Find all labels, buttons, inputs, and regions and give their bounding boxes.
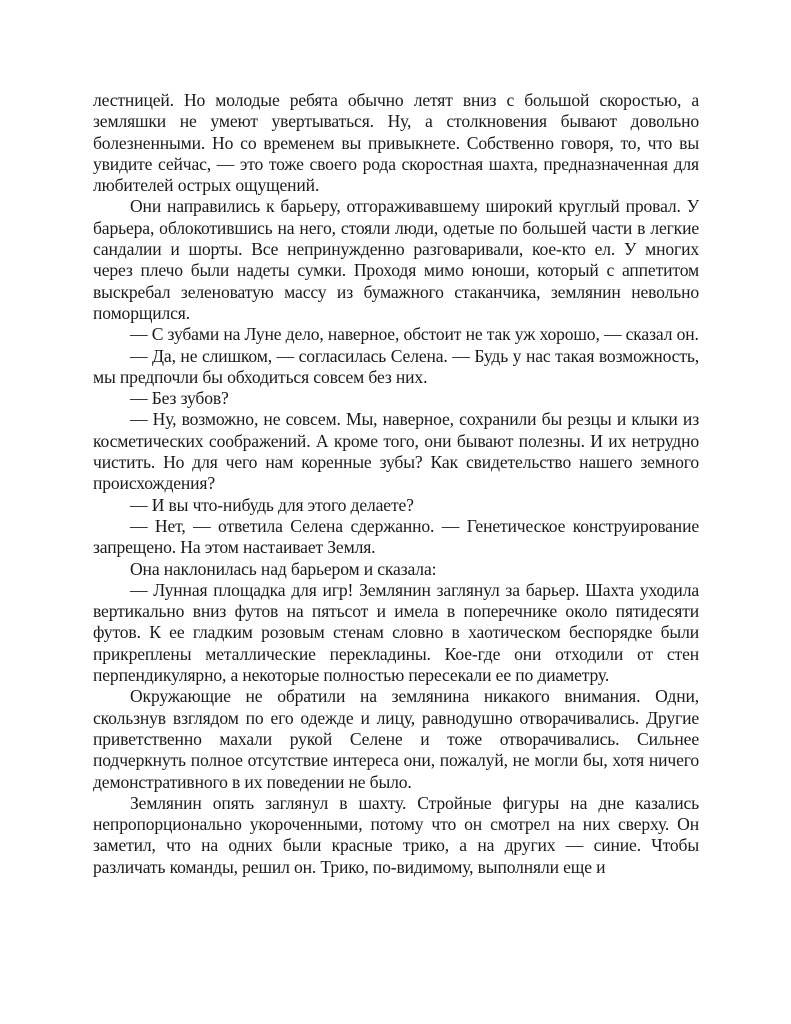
paragraph-2: Они направились к барьеру, отгораживавшему широкий круглый провал. У барьера, облокотившись на него, стояли люди, одетые по большей части в легкие сандалии и шорты. Все непринужденно разговаривали, кое-кто ел. У многих через плечо были надеты сумки. Проходя мимо юноши, который с аппетитом выскребал зеленоватую массу из бумажного стаканчика, землянин невольно поморщился.: [93, 196, 699, 323]
paragraph-5: — Без зубов?: [130, 388, 229, 409]
document-page: [93, 90, 699, 878]
paragraph-10: — Лунная площадка для игр! Землянин заглянул за барьер. Шахта уходила вертикально вниз футов на пятьсот и имела в поперечнике около пятидесяти футов. К ее гладким розовым стенам словно в хаотическом беспорядке были прикреплены металлические перекладины. Кое-где они отходили от стен перпендикулярно, а некоторые полностью пересекали ее по диаметру.: [93, 579, 699, 686]
paragraph-6: — Ну, возможно, не совсем. Мы, наверное, сохранили бы резцы и клыки из косметических соображений. А кроме того, они бывают полезны. И их нетрудно чистить. Но для чего нам коренные зубы? Как свидетельство нашего земного происхождения?: [93, 409, 699, 494]
paragraph-4: — Да, не слишком, — согласилась Селена. — Будь у нас такая возможность, мы предпочли бы обходиться совсем без них.: [93, 345, 699, 387]
paragraph-7: — И вы что-нибудь для этого делаете?: [130, 494, 414, 515]
paragraph-9: Она наклонилась над барьером и сказала:: [130, 558, 437, 579]
paragraph-3: — С зубами на Луне дело, наверное, обстоит не так уж хорошо, — сказал он.: [130, 324, 699, 345]
paragraph-1: лестницей. Но молодые ребята обычно летят вниз с большой скоростью, а земляшки не умеют увертываться. Ну, а столкновения бывают довольно болезненными. Но со временем вы привыкнете. Собственно говоря, то, что вы увидите сейчас, — это тоже своего рода скоростная шахта, предназначенная для любителей острых ощущений.: [93, 90, 699, 196]
paragraph-12: Землянин опять заглянул в шахту. Стройные фигуры на дне казались непропорционально укороченными, потому что он смотрел на них сверху. Он заметил, что на одних были красные трико, а на других — синие. Чтобы различать команды, решил он. Трико, по-видимому, выполняли еще и: [93, 792, 699, 877]
paragraph-8: — Нет, — ответила Селена сдержанно. — Генетическое конструирование запрещено. На этом настаивает Земля.: [93, 515, 699, 558]
paragraph-11: Окружающие не обратили на землянина никакого внимания. Одни, скользнув взглядом по его одежде и лицу, равнодушно отворачивались. Другие приветственно махали рукой Селене и тоже отворачивались. Сильнее подчеркнуть полное отсутствие интереса они, пожалуй, не могли бы, хотя ничего демонстративного в их поведении не было.: [93, 686, 699, 792]
